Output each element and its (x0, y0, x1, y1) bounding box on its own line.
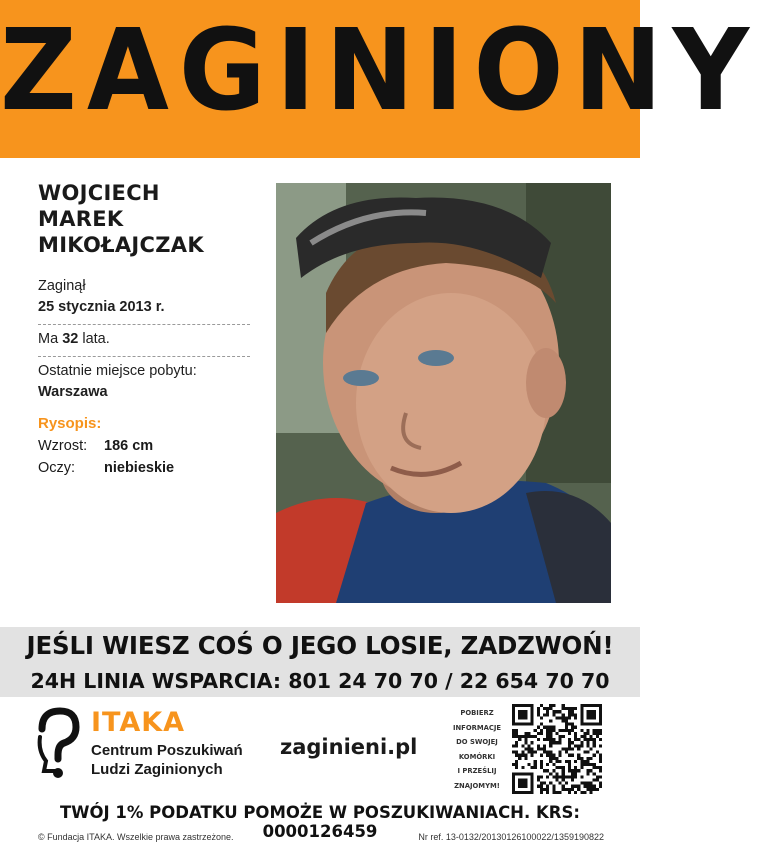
person-name-line2: MIKOŁAJCZAK (38, 233, 204, 257)
last-place-value: Warszawa (38, 384, 108, 400)
height-value: 186 cm (104, 438, 154, 454)
eyes-value: niebieskie (104, 460, 175, 476)
age-value: 32 (62, 331, 79, 347)
person-info (38, 180, 250, 479)
eyes-label: Oczy: (38, 460, 76, 476)
qr-note (448, 706, 506, 793)
qr-note-line: KOMÓRKI (458, 752, 496, 761)
organization-subtitle-line2: Ludzi Zaginionych (91, 761, 223, 778)
eyes-row (38, 457, 250, 479)
organization-subtitle (91, 741, 243, 779)
poster-title: ZAGINIONY (0, 5, 759, 136)
website-link[interactable]: zaginieni.pl (280, 735, 418, 759)
reference-number: Nr ref. 13-0132/20130126100022/1359190822 (418, 832, 604, 842)
person-name-line1: WOJCIECH MAREK (38, 181, 160, 231)
tax-donation-line: TWÓJ 1% PODATKU POMOŻE W POSZUKIWANIACH. KRS: 0000126459 (60, 803, 580, 841)
qr-note-line: INFORMACJE (452, 723, 502, 732)
copyright: © Fundacja ITAKA. Wszelkie prawa zastrzeżone. (38, 832, 234, 842)
age-block (38, 325, 250, 357)
qr-note-line: DO SWOJEJ (456, 738, 498, 746)
organization-name: ITAKA (91, 707, 186, 738)
missing-label: Zaginął (38, 278, 86, 294)
person-photo-illustration (276, 183, 611, 603)
banner-headline: JEŚLI WIESZ COŚ O JEGO LOSIE, ZADZWOŃ! (26, 631, 614, 660)
qr-note-line: ZNAJOMYM! (454, 781, 500, 790)
hotline-text: 24H LINIA WSPARCIA: 801 24 70 70 / 22 654 70 70 (30, 669, 610, 693)
last-place-label: Ostatnie miejsce pobytu: (38, 363, 197, 379)
qr-note-line: I PRZEŚLIJ (457, 767, 497, 775)
person-name (38, 180, 250, 258)
missing-date: 25 stycznia 2013 r. (38, 299, 165, 315)
last-place-block (38, 357, 250, 409)
qr-code-icon[interactable] (512, 704, 602, 794)
height-row (38, 435, 250, 457)
description-heading: Rysopis: (38, 415, 102, 432)
organization-subtitle-line1: Centrum Poszukiwań (91, 742, 243, 759)
person-photo (276, 183, 611, 603)
age-prefix: Ma (38, 331, 59, 347)
question-mark-head-logo (36, 707, 80, 781)
qr-note-line: POBIERZ (460, 709, 494, 717)
height-label: Wzrost: (38, 438, 88, 454)
missing-date-block (38, 272, 250, 325)
age-suffix: lata. (82, 331, 110, 347)
